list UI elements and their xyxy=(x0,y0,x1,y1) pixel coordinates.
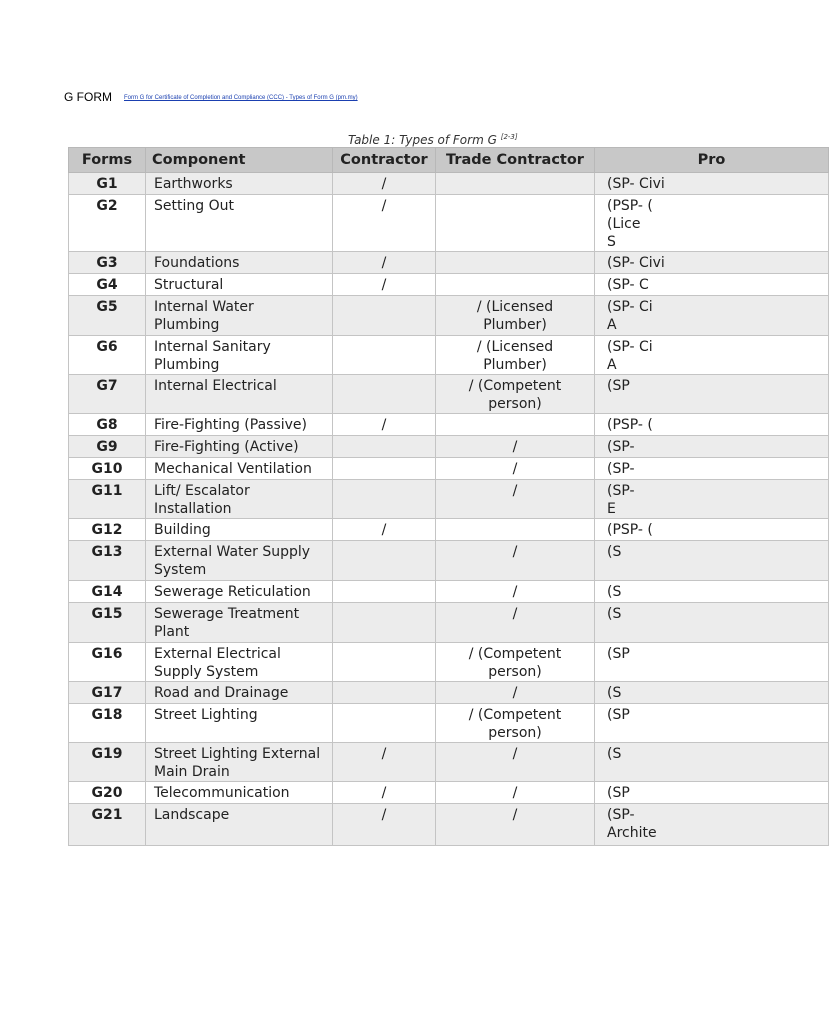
trade-contractor-cell xyxy=(436,414,595,436)
pro-cell: (SP xyxy=(595,375,829,414)
component-cell: Setting Out xyxy=(146,195,333,252)
pro-cell: (SP- xyxy=(595,458,829,480)
component-cell: Sewerage Treatment Plant xyxy=(146,603,333,643)
form-types-table xyxy=(68,147,829,846)
table-row xyxy=(69,458,829,480)
pro-cell: (PSP- ( xyxy=(595,414,829,436)
component-cell: Street Lighting External Main Drain xyxy=(146,743,333,782)
trade-contractor-cell xyxy=(436,274,595,296)
contractor-cell xyxy=(333,336,436,375)
table-body xyxy=(69,173,829,846)
pro-cell: (SP- Ci A xyxy=(595,336,829,375)
form-cell: G16 xyxy=(69,643,146,682)
pro-cell: (S xyxy=(595,581,829,603)
trade-contractor-cell: / (Competent person) xyxy=(436,643,595,682)
contractor-cell: / xyxy=(333,414,436,436)
table-row xyxy=(69,804,829,846)
table-row xyxy=(69,782,829,804)
pro-cell: (SP- C xyxy=(595,274,829,296)
pro-cell: (SP- Ci A xyxy=(595,296,829,336)
contractor-cell: / xyxy=(333,782,436,804)
pro-cell: (S xyxy=(595,682,829,704)
trade-contractor-cell: / xyxy=(436,458,595,480)
component-cell: External Electrical Supply System xyxy=(146,643,333,682)
table-row xyxy=(69,375,829,414)
pro-cell: (SP- Civi xyxy=(595,173,829,195)
table-row xyxy=(69,274,829,296)
table-row xyxy=(69,252,829,274)
pro-cell: (PSP- ( xyxy=(595,519,829,541)
table-caption-text: Table 1: Types of Form G xyxy=(348,133,497,147)
trade-contractor-cell: / (Competent person) xyxy=(436,704,595,743)
form-cell: G10 xyxy=(69,458,146,480)
component-cell: Earthworks xyxy=(146,173,333,195)
table-row xyxy=(69,173,829,195)
component-cell: Internal Water Plumbing xyxy=(146,296,333,336)
contractor-cell: / xyxy=(333,252,436,274)
contractor-cell xyxy=(333,375,436,414)
header-trade-contractor: Trade Contractor xyxy=(436,148,595,173)
table-row xyxy=(69,603,829,643)
pro-cell: (S xyxy=(595,743,829,782)
trade-contractor-cell: / xyxy=(436,782,595,804)
form-cell: G7 xyxy=(69,375,146,414)
contractor-cell: / xyxy=(333,195,436,252)
table-row xyxy=(69,414,829,436)
table-caption-ref: [2-3] xyxy=(500,133,518,141)
form-cell: G20 xyxy=(69,782,146,804)
form-cell: G15 xyxy=(69,603,146,643)
contractor-cell xyxy=(333,581,436,603)
page-heading: G FORM xyxy=(64,90,112,104)
trade-contractor-cell xyxy=(436,195,595,252)
contractor-cell xyxy=(333,296,436,336)
pro-cell: (SP xyxy=(595,782,829,804)
component-cell: Structural xyxy=(146,274,333,296)
component-cell: Fire-Fighting (Active) xyxy=(146,436,333,458)
component-cell: Landscape xyxy=(146,804,333,846)
contractor-cell xyxy=(333,436,436,458)
component-cell: Sewerage Reticulation xyxy=(146,581,333,603)
contractor-cell xyxy=(333,682,436,704)
trade-contractor-cell: / xyxy=(436,682,595,704)
reference-link[interactable]: Form G for Certificate of Completion and Compliance (CCC) - Types of Form G (pm.my) xyxy=(124,95,358,101)
trade-contractor-cell: / xyxy=(436,581,595,603)
form-cell: G4 xyxy=(69,274,146,296)
form-cell: G18 xyxy=(69,704,146,743)
form-cell: G12 xyxy=(69,519,146,541)
contractor-cell: / xyxy=(333,804,436,846)
form-cell: G9 xyxy=(69,436,146,458)
contractor-cell xyxy=(333,643,436,682)
form-cell: G2 xyxy=(69,195,146,252)
form-cell: G14 xyxy=(69,581,146,603)
table-row xyxy=(69,643,829,682)
contractor-cell xyxy=(333,603,436,643)
component-cell: External Water Supply System xyxy=(146,541,333,581)
component-cell: Building xyxy=(146,519,333,541)
form-cell: G8 xyxy=(69,414,146,436)
table-header-row xyxy=(69,148,829,173)
component-cell: Street Lighting xyxy=(146,704,333,743)
table-row xyxy=(69,682,829,704)
contractor-cell: / xyxy=(333,743,436,782)
component-cell: Fire-Fighting (Passive) xyxy=(146,414,333,436)
form-cell: G11 xyxy=(69,480,146,519)
component-cell: Internal Electrical xyxy=(146,375,333,414)
trade-contractor-cell: / xyxy=(436,436,595,458)
table-row xyxy=(69,541,829,581)
contractor-cell xyxy=(333,480,436,519)
table-row xyxy=(69,704,829,743)
pro-cell: (SP xyxy=(595,643,829,682)
contractor-cell xyxy=(333,458,436,480)
pro-cell: (SP- xyxy=(595,436,829,458)
trade-contractor-cell xyxy=(436,173,595,195)
component-cell: Mechanical Ventilation xyxy=(146,458,333,480)
table-row xyxy=(69,480,829,519)
table-row xyxy=(69,743,829,782)
component-cell: Internal Sanitary Plumbing xyxy=(146,336,333,375)
trade-contractor-cell: / xyxy=(436,480,595,519)
component-cell: Lift/ Escalator Installation xyxy=(146,480,333,519)
component-cell: Road and Drainage xyxy=(146,682,333,704)
table-row xyxy=(69,336,829,375)
form-cell: G5 xyxy=(69,296,146,336)
trade-contractor-cell: / (Competent person) xyxy=(436,375,595,414)
form-types-table-container xyxy=(68,147,726,847)
trade-contractor-cell xyxy=(436,519,595,541)
pro-cell: (SP- E xyxy=(595,480,829,519)
header-pro: Pro xyxy=(595,148,829,173)
contractor-cell xyxy=(333,541,436,581)
trade-contractor-cell: / (Licensed Plumber) xyxy=(436,296,595,336)
header-contractor: Contractor xyxy=(333,148,436,173)
form-cell: G19 xyxy=(69,743,146,782)
form-cell: G3 xyxy=(69,252,146,274)
pro-cell: (S xyxy=(595,603,829,643)
form-cell: G17 xyxy=(69,682,146,704)
pro-cell: (SP xyxy=(595,704,829,743)
contractor-cell: / xyxy=(333,173,436,195)
header-component: Component xyxy=(146,148,333,173)
trade-contractor-cell: / (Licensed Plumber) xyxy=(436,336,595,375)
table-row xyxy=(69,296,829,336)
table-row xyxy=(69,195,829,252)
trade-contractor-cell xyxy=(436,252,595,274)
header-forms: Forms xyxy=(69,148,146,173)
table-row xyxy=(69,436,829,458)
form-cell: G6 xyxy=(69,336,146,375)
component-cell: Telecommunication xyxy=(146,782,333,804)
table-row xyxy=(69,581,829,603)
component-cell: Foundations xyxy=(146,252,333,274)
trade-contractor-cell: / xyxy=(436,603,595,643)
trade-contractor-cell: / xyxy=(436,804,595,846)
contractor-cell xyxy=(333,704,436,743)
pro-cell: (S xyxy=(595,541,829,581)
form-cell: G13 xyxy=(69,541,146,581)
pro-cell: (PSP- ( (Lice S xyxy=(595,195,829,252)
contractor-cell: / xyxy=(333,274,436,296)
pro-cell: (SP- Archite xyxy=(595,804,829,846)
contractor-cell: / xyxy=(333,519,436,541)
form-cell: G21 xyxy=(69,804,146,846)
table-row xyxy=(69,519,829,541)
trade-contractor-cell: / xyxy=(436,743,595,782)
pro-cell: (SP- Civi xyxy=(595,252,829,274)
trade-contractor-cell: / xyxy=(436,541,595,581)
form-cell: G1 xyxy=(69,173,146,195)
table-caption xyxy=(348,133,518,147)
